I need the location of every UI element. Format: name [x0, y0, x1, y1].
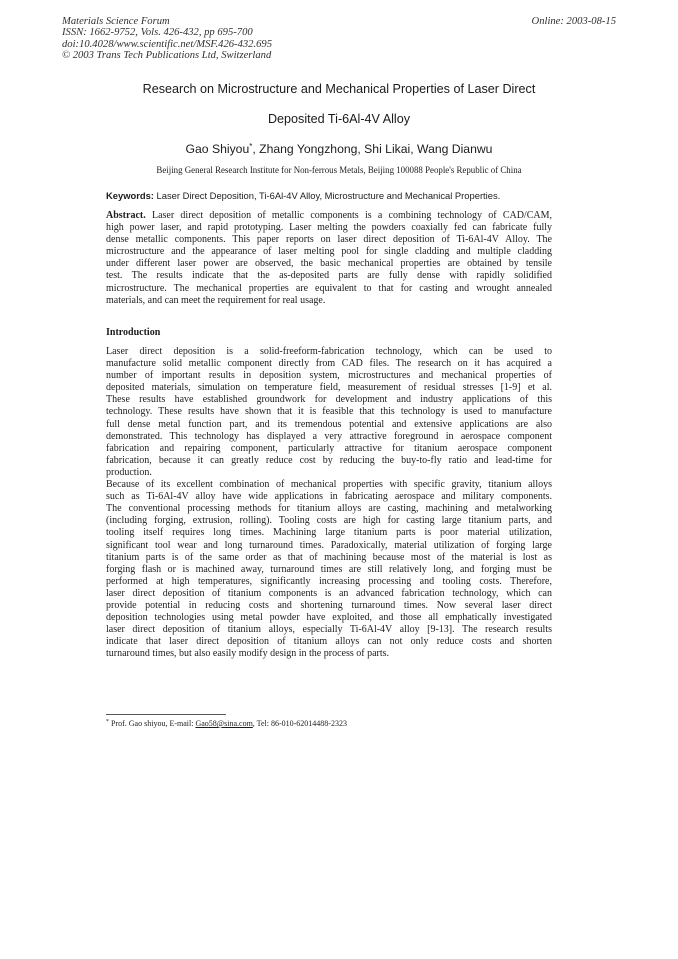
- intro-line: (including forging, extrusion, rolling). Tooling costs are high for casting large titanium parts, and: [106, 515, 552, 527]
- intro-line: fabrication and repairing component, particularly attractive for titanium aerospace component: [106, 442, 552, 454]
- intro-line: deposition technologies using metal powder have exploited, and those all emphatically investigated: [106, 612, 552, 624]
- intro-line: full dense metal function part, and its tremendous potential and extensive applications are also: [106, 418, 552, 430]
- intro-line: production.: [106, 466, 152, 478]
- abstract-line: under different laser power are observed, the basic mechanical properties are obtained by tensile: [106, 258, 552, 270]
- abstract-line: dense metallic components. This paper reports on laser direct deposition of Ti-6Al-4V Alloy. The: [106, 234, 552, 246]
- intro-line: significant tool wear and long turnaround times. Paradoxically, material utilization of forging large: [106, 539, 552, 551]
- intro-line: fabrication, because it can greatly reduce cost by reducing the buy-to-fly ratio and lead-time for: [106, 454, 552, 466]
- abstract-label: Abstract.: [106, 210, 146, 221]
- online-date: Online: 2003-08-15: [531, 16, 616, 27]
- abstract-line: high power laser, and rapid prototyping. Laser melting the powders coaxially fed can fabricate fully: [106, 222, 552, 234]
- intro-line: demonstrated. This technology has displayed a very attractive foreground in aerospace component: [106, 430, 552, 442]
- author-email-link[interactable]: Gao58@sina.com: [195, 719, 253, 728]
- section-heading-introduction: Introduction: [106, 327, 161, 338]
- intro-line: laser direct deposition of titanium alloys, especially Ti-6Al-4V alloy [9-13]. The research results: [106, 624, 552, 636]
- intro-line: such as Ti-6Al-4V alloy have wide applications in fabricating aerospace and military components.: [106, 491, 552, 503]
- abstract: [106, 210, 552, 307]
- intro-line: performed at high temperatures, significantly increasing processing and tooling costs. Therefore,: [106, 575, 552, 587]
- abstract-line: microstructure. The mechanical properties are equivalent to that for casting and wrought annealed: [106, 282, 552, 294]
- intro-line: titanium parts is of the same order as that of machining because most of the material is lost as: [106, 551, 552, 563]
- issn-line: ISSN: 1662-9752, Vols. 426-432, pp 695-700: [62, 27, 253, 39]
- corresponding-author-marker: *: [249, 142, 253, 151]
- intro-line: tooling itself requires long times. Machining large titanium parts is poor material utilization,: [106, 527, 552, 539]
- intro-line: manufacture solid metallic component directly from CAD files. The research on it has acquired a: [106, 358, 552, 370]
- copyright-line: © 2003 Trans Tech Publications Ltd, Switzerland: [62, 50, 272, 62]
- keywords-label: Keywords:: [106, 190, 154, 201]
- footnote-divider: [106, 714, 226, 715]
- journal-name: Materials Science Forum: [62, 16, 170, 27]
- corresponding-author: Gao Shiyou: [185, 142, 250, 156]
- intro-line: Laser direct deposition is a solid-freeform-fabrication technology, which can be used to: [106, 346, 552, 357]
- intro-line: number of important results in deposition system, microstructures and mechanical properties of: [106, 370, 552, 382]
- abstract-line: microstructure and the appearance of laser melting pool for single cladding and multiple cladding: [106, 246, 552, 258]
- footnote: * Prof. Gao shiyou, E-mail: Gao58@sina.com, Tel: 86-010-62014488-2323: [106, 719, 347, 728]
- affiliation: Beijing General Research Institute for Non-ferrous Metals, Beijing 100088 People's Republic of China: [156, 165, 522, 175]
- introduction-body: [106, 346, 552, 660]
- intro-line: forging flash or is machined away, turnaround times are still relatively long, and forging must be: [106, 563, 552, 575]
- abstract-line: materials, and can meet the requirement for real usage.: [106, 294, 326, 306]
- intro-line: deposited materials, simulation on temperature field, measurement of residual stresses [1-9] et al.: [106, 382, 552, 394]
- paper-title-line-2: Deposited Ti-6Al-4V Alloy: [267, 112, 411, 126]
- intro-line: The conventional processing methods for titanium alloys are casting, machining and metalworking: [106, 503, 552, 515]
- intro-line: provide potential in reducing costs and shortening turnaround times. Now several laser direct: [106, 599, 552, 611]
- doi-line: doi:10.4028/www.scientific.net/MSF.426-432.695: [62, 38, 272, 50]
- footnote-marker: *: [106, 719, 109, 725]
- paper-title-line-1: Research on Microstructure and Mechanical Properties of Laser Direct: [142, 82, 536, 96]
- keywords-text: Laser Direct Deposition, Ti-6Al-4V Alloy, Microstructure and Mechanical Properties.: [153, 190, 501, 201]
- keywords: [106, 190, 500, 201]
- intro-line: Because of its excellent combination of mechanical properties with specific gravity, titanium alloys: [106, 479, 552, 491]
- intro-line: turnaround times, but also easily modify design in the process of parts.: [106, 648, 390, 660]
- co-authors: , Zhang Yongzhong, Shi Likai, Wang Dianwu: [252, 142, 493, 156]
- intro-line: indicate that laser direct deposition of titanium alloys can not only reduce costs and shorten: [106, 636, 552, 648]
- intro-line: technology. These results have shown that it is feasible that this technology is used to manufacture: [106, 406, 552, 418]
- intro-line: These results have established groundwork for development and industry applications of this: [106, 394, 552, 406]
- abstract-line: Abstract. Laser direct deposition of metallic components is a combining technology of CAD/CAM,: [106, 210, 552, 221]
- author-list: [60, 142, 618, 156]
- abstract-line: test. The results indicate that the as-deposited parts are fully dense with rapidly solidified: [106, 270, 552, 282]
- journal-header: [62, 16, 272, 62]
- intro-line: laser direct deposition of titanium components is an advanced fabrication technology, which can: [106, 587, 552, 599]
